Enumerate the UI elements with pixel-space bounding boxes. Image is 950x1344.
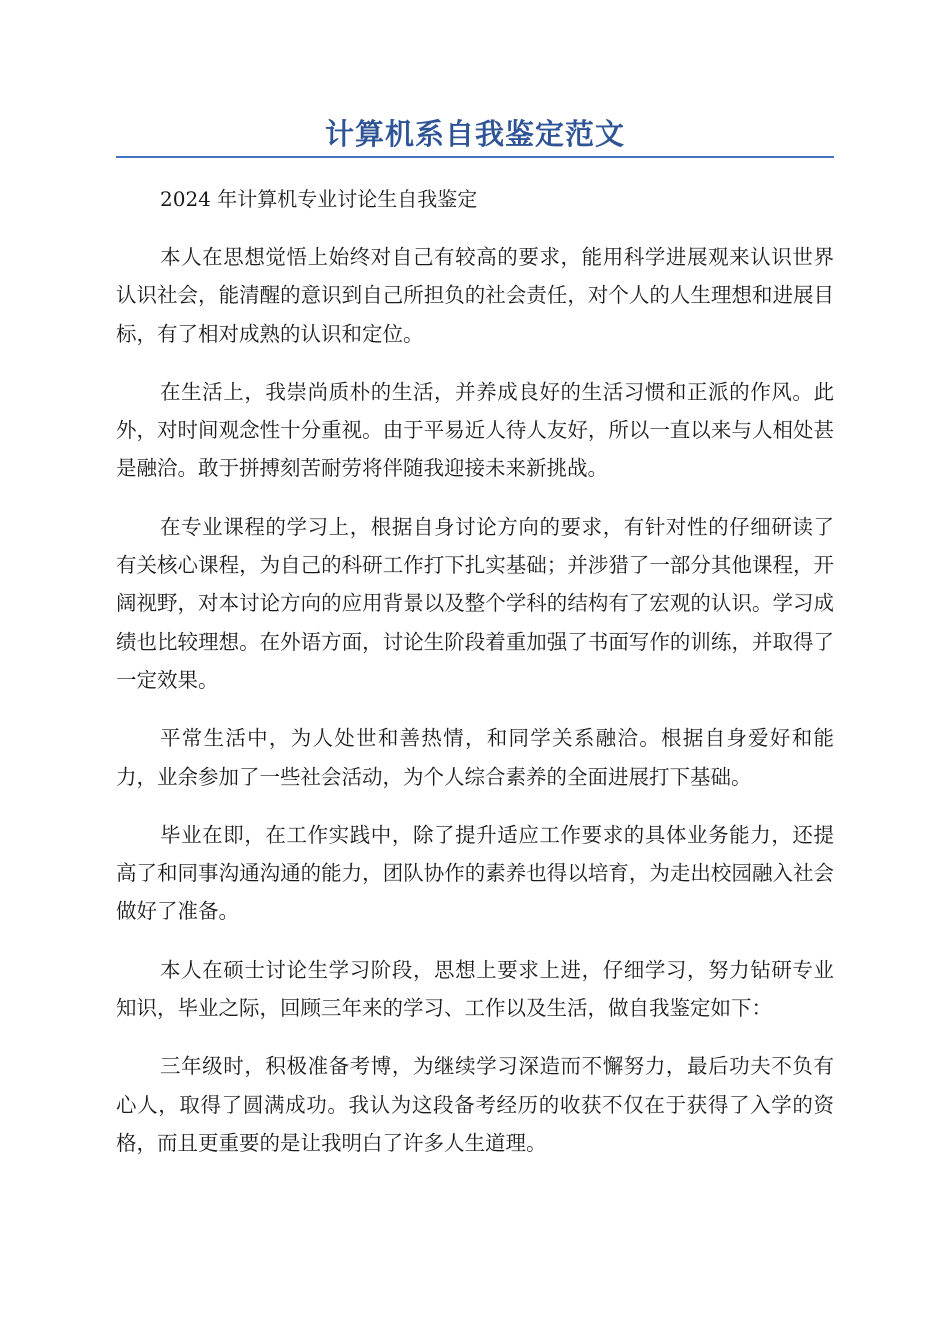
title-underline (116, 156, 834, 158)
paragraph-3: 在专业课程的学习上，根据自身讨论方向的要求，有针对性的仔细研读了有关核心课程，为自己的科研工作打下扎实基础；并涉猎了一部分其他课程，开阔视野，对本讨论方向的应用背景以及整个学科的结构有了宏观的认识。学习成绩也比较理想。在外语方面，讨论生阶段着重加强了书面写作的训练，并取得了一定效果。 (116, 514, 834, 692)
document-subtitle: 2024 年计算机专业讨论生自我鉴定 (160, 187, 478, 211)
document-page (116, 112, 834, 1162)
paragraph-4: 平常生活中，为人处世和善热情，和同学关系融洽。根据自身爱好和能力，业余参加了一些社会活动，为个人综合素养的全面进展打下基础。 (116, 726, 834, 789)
paragraph-6: 本人在硕士讨论生学习阶段，思想上要求上进，仔细学习，努力钻研专业知识，毕业之际，回顾三年来的学习、工作以及生活，做自我鉴定如下： (116, 957, 834, 1021)
document-title: 计算机系自我鉴定范文 (324, 117, 625, 151)
paragraph-1: 本人在思想觉悟上始终对自己有较高的要求，能用科学进展观来认识世界认识社会，能清醒的意识到自己所担负的社会责任，对个人的人生理想和进展目标，有了相对成熟的认识和定位。 (116, 245, 834, 346)
paragraph-7: 三年级时，积极准备考博，为继续学习深造而不懈努力，最后功夫不负有心人，取得了圆满成功。我认为这段备考经历的收获不仅在于获得了入学的资格，而且更重要的是让我明白了许多人生道理。 (116, 1054, 834, 1155)
paragraph-2: 在生活上，我崇尚质朴的生活，并养成良好的生活习惯和正派的作风。此外，对时间观念性十分重视。由于平易近人待人友好，所以一直以来与人相处甚是融洽。敢于拼搏刻苦耐劳将伴随我迎接未来新挑战。 (116, 379, 834, 481)
paragraph-5: 毕业在即，在工作实践中，除了提升适应工作要求的具体业务能力，还提高了和同事沟通沟通的能力，团队协作的素养也得以培育，为走出校园融入社会做好了准备。 (116, 822, 834, 924)
